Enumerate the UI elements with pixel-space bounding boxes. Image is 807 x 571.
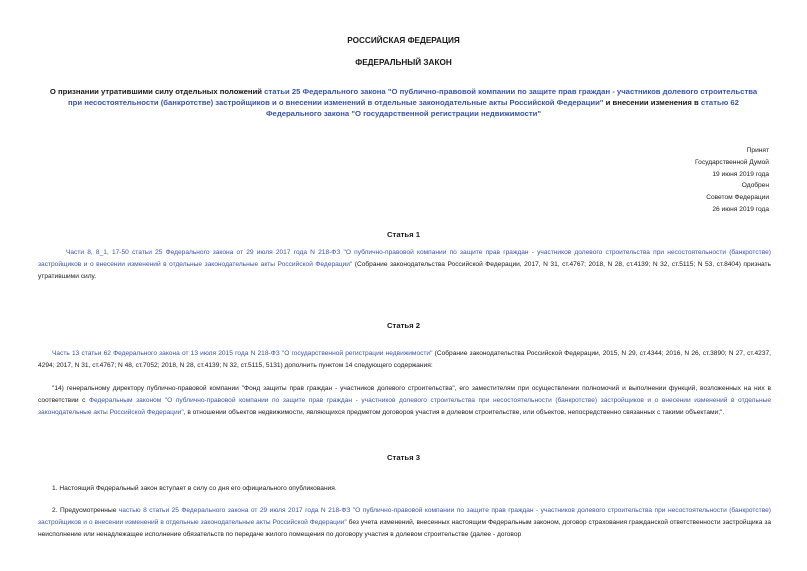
law-title bbox=[46, 86, 761, 120]
article-1-text bbox=[38, 247, 771, 282]
adoption-info bbox=[695, 145, 769, 216]
country-heading: РОССИЙСКАЯ ФЕДЕРАЦИЯ bbox=[347, 36, 460, 45]
item-2-text-1: 2. Предусмотренные bbox=[52, 507, 119, 514]
quote-link[interactable]: Федеральным законом "О публично-правовой компании по защите прав граждан - участников долевого строительства при несостоятельности (банкротстве) застройщиков и о внесении изменений в отдельные законодательные акты Российской Федерации" bbox=[38, 396, 771, 416]
title-link-article25[interactable]: статьи 25 Федерального закона "О публично-правовой компании по защите прав граждан - участников долевого строительства при несостоятельности (банкротстве) застройщиков и о внесении изменений в отдельные законодательные акты Российской Федерации" bbox=[68, 87, 758, 108]
law-type-heading: ФЕДЕРАЛЬНЫЙ ЗАКОН bbox=[355, 58, 452, 67]
quote-text-1: "14) генеральному директору публично-правовой компании "Фонд защиты прав граждан - участников долевого строительства", его заместителям при осуществлении полномочий и выполнении функций, возложенных на них в соответствии с bbox=[38, 385, 771, 404]
article-2-text bbox=[38, 348, 771, 372]
article-1-link[interactable]: Части 8, 8_1, 17-50 статьи 25 Федерального закона от 29 июля 2017 года N 218-ФЗ "О публично-правовой компании по защите прав граждан - участников долевого строительства при несостоятельности (банкротстве) застройщиков и о внесении изменений в отдельные законодательные акты Российской Федерации" bbox=[38, 249, 771, 268]
item-2-text-2: без учета изменений, внесенных настоящим Федеральным законом, договор страхования гражданской ответственности застройщика за неисполнение или ненадлежащее исполнение обязательств по передаче жилого помещения по договору участия в долевом строительстве (далее - договор bbox=[38, 518, 772, 538]
adoption-line: 26 июня 2019 года bbox=[712, 205, 769, 213]
article-3-item-1: 1. Настоящий Федеральный закон вступает в силу со дня его официального опубликования. bbox=[52, 485, 337, 492]
title-text-1: О признании утратившими силу отдельных положений bbox=[49, 87, 265, 96]
adoption-line: Советом Федерации bbox=[706, 194, 769, 202]
article-2-body: (Собрание законодательства Российской Федерации, 2015, N 29, ст.4344; 2016, N 26, ст.3890; N 27, ст.4237, 4294; 2017, N 31, ст.4767; N 48, ст.7052; 2018, N 28, ст.4139; N 32, ст.5115, 5131) дополнить пунктом 14 следующего содержания: bbox=[38, 350, 771, 369]
adoption-line: Государственной Думой bbox=[695, 158, 769, 166]
item-2-link[interactable]: частью 8 статьи 25 Федерального закона от 29 июля 2017 года N 218-ФЗ "О публично-правовой компании по защите прав граждан - участников долевого строительства при несостоятельности (банкротстве) застройщиков и о внесении изменений в отдельные законодательные акты Российской Федерации" bbox=[38, 507, 771, 526]
article-2-heading: Статья 2 bbox=[387, 321, 420, 330]
title-text-2: и внесении изменения в bbox=[603, 98, 701, 108]
article-2-quote bbox=[38, 383, 771, 418]
article-1-heading: Статья 1 bbox=[387, 230, 420, 239]
adoption-line: Принят bbox=[746, 147, 769, 154]
article-3-item-2 bbox=[38, 505, 771, 540]
adoption-line: Одобрен bbox=[741, 182, 769, 190]
article-2-link[interactable]: Часть 13 статьи 62 Федерального закона от 13 июля 2015 года N 218-ФЗ "О государственной регистрации недвижимости" bbox=[52, 350, 433, 357]
article-3-heading: Статья 3 bbox=[387, 453, 420, 462]
quote-text-2: , в отношении объектов недвижимости, являющихся предметом договоров участия в долевом строительстве, или объектов, непосредственно связанных с такими объектами;". bbox=[183, 408, 725, 416]
article-1-body: (Собрание законодательства Российской Федерации, 2017, N 31, ст.4767; 2018, N 28, ст.4139; N 32, ст.5115; N 53, ст.8404) признать утратившими силу. bbox=[38, 260, 771, 280]
adoption-line: 19 июня 2019 года bbox=[712, 170, 769, 178]
title-link-article62[interactable]: статью 62 Федерального закона "О государственной регистрации недвижимости" bbox=[265, 98, 739, 119]
